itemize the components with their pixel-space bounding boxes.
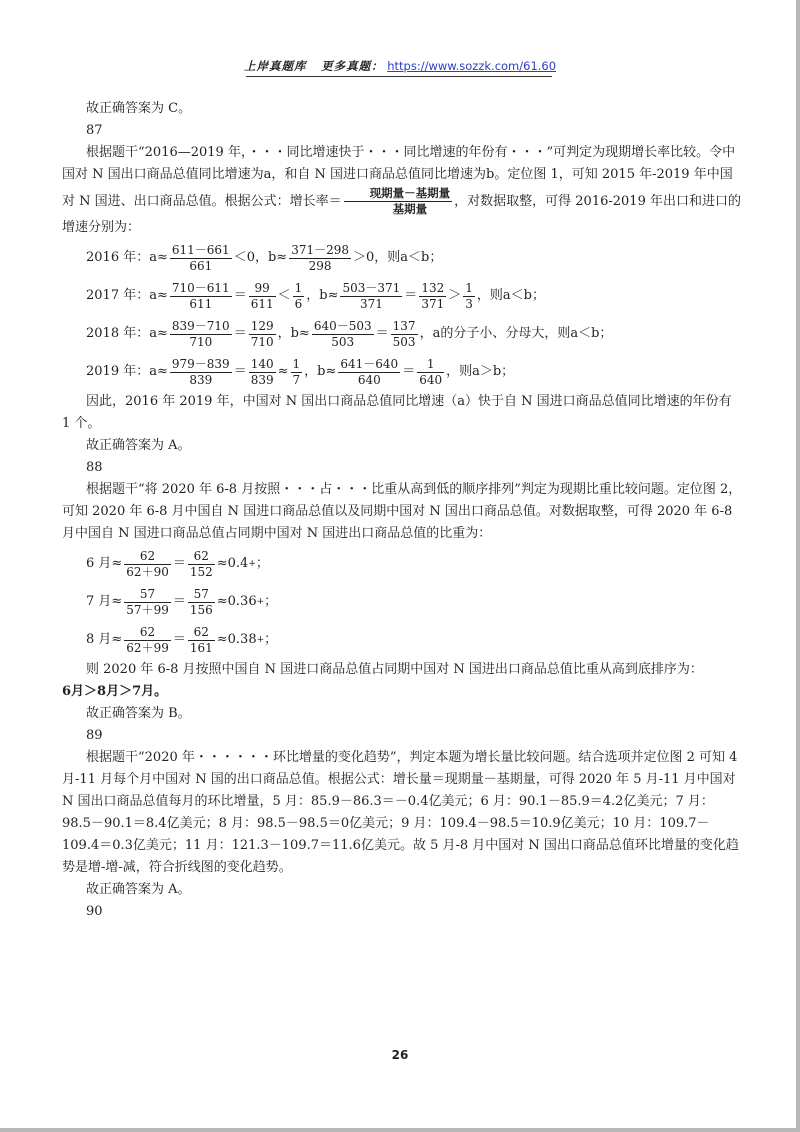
- answer-87: 故正确答案为 A。: [86, 438, 191, 453]
- ranking-result: 6月＞8月＞7月。: [62, 684, 168, 699]
- calc-2018: 2018 年：a≈ $\frac{839-710}{710}$ ＝ $\frac{129}{710}$ ，b≈ $\frac{640-503}{503}$ ＝ $\frac{137}{503}$ ，a的分子小、分母大，则a＜b；: [86, 318, 613, 349]
- question-number-87: 87: [86, 123, 103, 138]
- calc-2017: 2017 年：a≈ $\frac{710-611}{611}$ ＝ $\frac{99}{611}$ ＜ $\frac{1}{6}$ ，b≈ $\frac{503-371}{371}$ ＝ $\frac{132}{371}$ ＞ $\frac{1}{3}$ ，则a＜b；: [86, 280, 545, 311]
- paragraph-89: 根据题干“2020 年・・・・・・环比增量的变化趋势”，判定本题为增长量比较问题。结合选项并定位图 2 可知 4 月-11 月每个月中国对 N 国的出口商品总值。根据公式：增长量＝现期量－基期量，可得 2020 年 5 月-11 月中国对 N 国出口商品总值每月的环比增量，5 月：85.9－86.3＝－0.4亿美元；6 月：90.1－85.9＝4.2亿美元；7 月：98.5－90.1＝8.4亿美元；8 月：98.5－98.5＝0亿美元；9 月：109.4－98.5＝10.9亿美元；10 月：109.7－109.4＝0.3亿美元；11 月：121.3－109.7＝11.6亿美元。故 5 月-8 月中国对 N 国出口商品总值环比增量的变化趋势是增-增-减，符合折线图的变化趋势。: [62, 750, 739, 875]
- page-number: 26: [391, 1048, 409, 1062]
- header-brand: 上岸真题库: [243, 59, 307, 73]
- question-number-88: 88: [86, 460, 103, 475]
- page-content: [62, 98, 742, 923]
- calc-july: 7 月≈ $\frac{57}{57+99}$ ＝ $\frac{57}{156}$ ≈0.36 + ；: [86, 586, 278, 617]
- answer-89: 故正确答案为 A。: [86, 882, 191, 897]
- answer-86: 故正确答案为 C。: [86, 101, 192, 116]
- growth-formula: $\frac{\text{现期量－基期量}}{\text{基期量}}$: [344, 186, 453, 217]
- question-number-90: 90: [86, 904, 103, 919]
- calc-august: 8 月≈ $\frac{62}{62+99}$ ＝ $\frac{62}{161}$ ≈0.38 + ；: [86, 624, 278, 655]
- question-number-89: 89: [86, 728, 103, 743]
- header-divider: [246, 76, 552, 77]
- paragraph-88-intro: 根据题干“将 2020 年 6-8 月按照・・・占・・・比重从高到低的顺序排列”判定为现期比重比较问题。定位图 2，可知 2020 年 6-8 月中国自 N 国进口商品总值以及同期中国对 N 国出口商品总值。对数据取整，可得 2020 年 6-8 月中国自 N 国进口商品总值占同期中国对 N 国进出口商品总值的比重为：: [62, 482, 742, 541]
- paragraph-87-intro: 根据题干“2016—2019 年，・・・同比增速快于・・・同比增速的年份有・・・”可判定为现期增长率比较。令中国对 N 国出口商品总值同比增速为a，和自 N 国进口商品总值同比增速为b。定位图 1，可知 2015 年-2019 年中国对 N 国进、出口商品总值。根据公式：增长率＝ $\frac{\text{现期量－基期量}}{\text{基期量}}$ ，对数据取整，可得 2016-2019 年出口和进口的增速分别为：: [62, 145, 741, 235]
- answer-88: 故正确答案为 B。: [86, 706, 191, 721]
- calc-june: 6 月≈ $\frac{62}{62+90}$ ＝ $\frac{62}{152}$ ≈0.4 + ；: [86, 548, 269, 579]
- paragraph-88-ranking: 则 2020 年 6-8 月按照中国自 N 国进口商品总值占同期中国对 N 国进出口商品总值比重从高到底排序为：: [86, 662, 703, 677]
- page-header: [0, 58, 800, 74]
- header-more-label: 更多真题：: [321, 59, 384, 73]
- header-link[interactable]: https://www.sozzk.com/61.60: [387, 59, 557, 73]
- paragraph-87-conclusion: 因此，2016 年 2019 年，中国对 N 国出口商品总值同比增速（a）快于自 N 国进口商品总值同比增速的年份有 1 个。: [62, 394, 732, 431]
- calc-2019: 2019 年：a≈ $\frac{979-839}{839}$ ＝ $\frac{140}{839}$ ≈ $\frac{1}{7}$ ，b≈ $\frac{641-640}{640}$ ＝ $\frac{1}{640}$ ，则a＞b；: [86, 356, 515, 387]
- calc-2016: 2016 年：a≈ $\frac{611-661}{661}$ ＜0，b≈ $\frac{371-298}{298}$ ＞0，则a＜b；: [86, 242, 443, 273]
